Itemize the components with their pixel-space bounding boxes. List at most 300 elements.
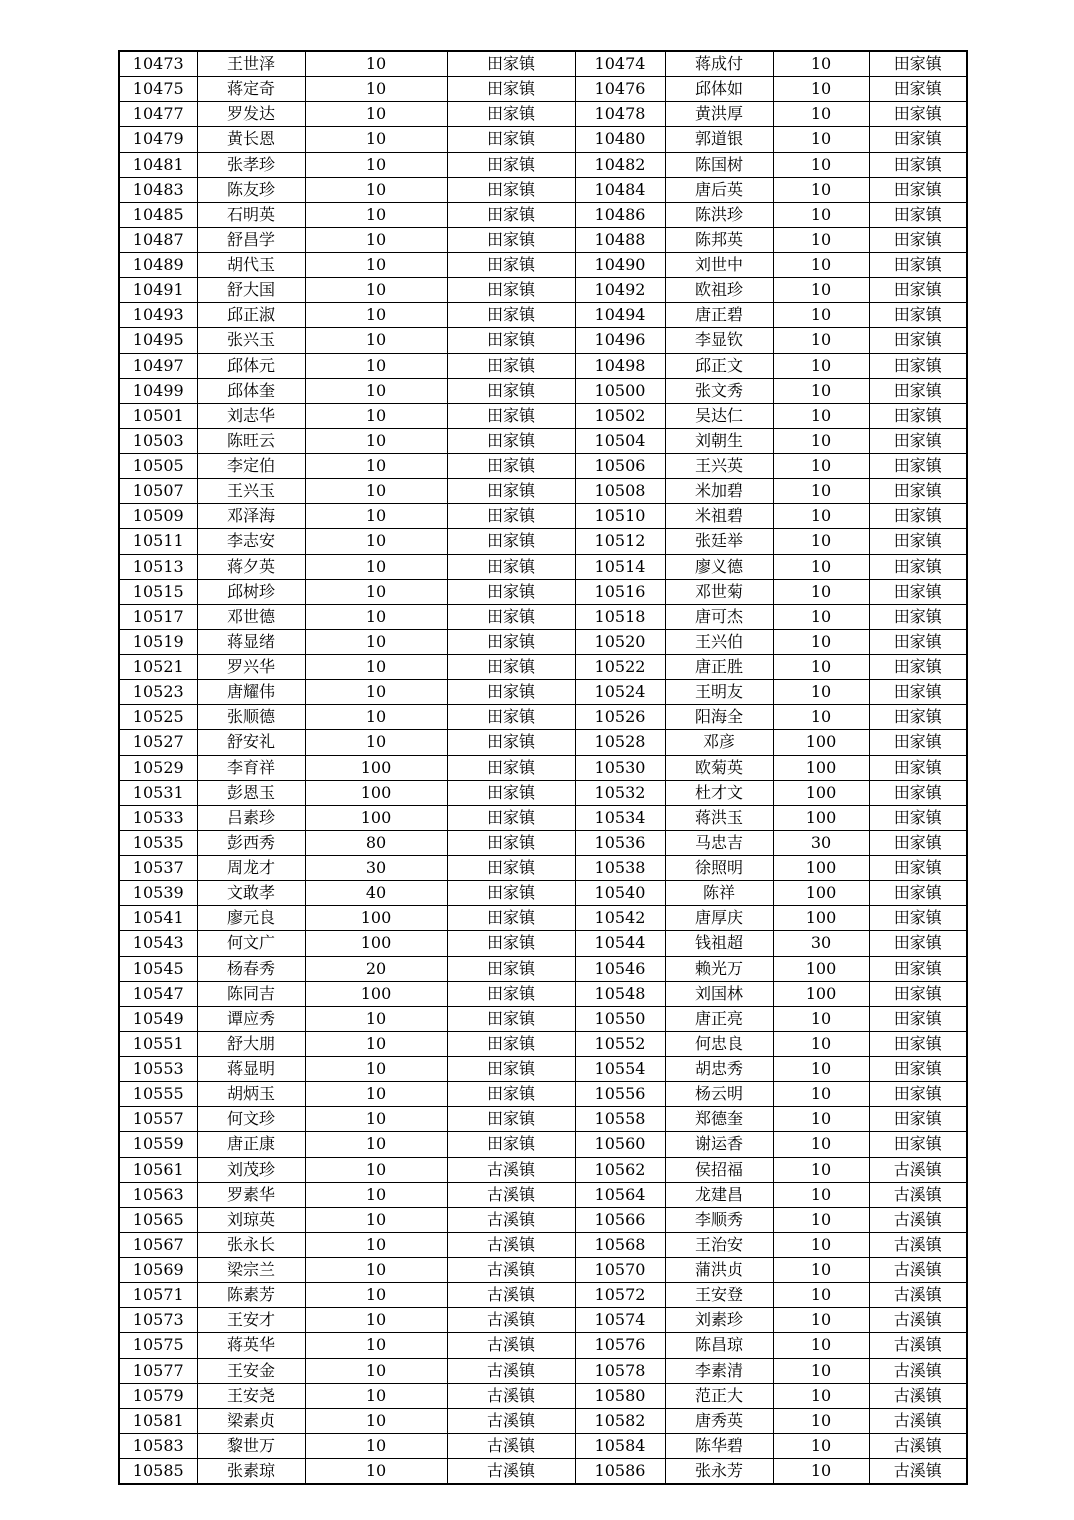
- left-town-cell: 古溪镇: [447, 1433, 575, 1458]
- left-town-cell: 古溪镇: [447, 1333, 575, 1358]
- left-name-cell: 王安才: [197, 1308, 305, 1333]
- right-name-cell: 王兴英: [665, 454, 773, 479]
- right-name-cell: 刘素珍: [665, 1308, 773, 1333]
- left-town-cell: 古溪镇: [447, 1157, 575, 1182]
- table-row: [119, 1258, 967, 1283]
- table-row: [119, 755, 967, 780]
- right-amount-cell: 10: [773, 177, 869, 202]
- left-name-cell: 邓泽海: [197, 504, 305, 529]
- right-town-cell: 田家镇: [869, 428, 967, 453]
- left-town-cell: 田家镇: [447, 1107, 575, 1132]
- right-town-cell: 田家镇: [869, 177, 967, 202]
- table-row: [119, 1082, 967, 1107]
- right-town-cell: 田家镇: [869, 856, 967, 881]
- table-row: [119, 1006, 967, 1031]
- left-town-cell: 田家镇: [447, 755, 575, 780]
- left-name-cell: 陈同吉: [197, 981, 305, 1006]
- right-id-cell: 10518: [575, 604, 665, 629]
- right-id-cell: 10570: [575, 1258, 665, 1283]
- table-row: [119, 202, 967, 227]
- left-id-cell: 10525: [119, 705, 197, 730]
- right-amount-cell: 10: [773, 1006, 869, 1031]
- right-name-cell: 欧祖珍: [665, 278, 773, 303]
- table-row: [119, 454, 967, 479]
- left-amount-cell: 10: [305, 1057, 447, 1082]
- right-id-cell: 10546: [575, 956, 665, 981]
- right-name-cell: 张廷举: [665, 529, 773, 554]
- left-id-cell: 10485: [119, 202, 197, 227]
- right-town-cell: 古溪镇: [869, 1207, 967, 1232]
- left-town-cell: 田家镇: [447, 328, 575, 353]
- right-name-cell: 何忠良: [665, 1031, 773, 1056]
- right-name-cell: 唐正亮: [665, 1006, 773, 1031]
- right-amount-cell: 10: [773, 51, 869, 77]
- right-town-cell: 古溪镇: [869, 1283, 967, 1308]
- right-amount-cell: 10: [773, 1258, 869, 1283]
- table-row: [119, 554, 967, 579]
- right-id-cell: 10486: [575, 202, 665, 227]
- right-town-cell: 田家镇: [869, 830, 967, 855]
- table-body: [119, 51, 967, 1484]
- left-amount-cell: 10: [305, 1308, 447, 1333]
- left-town-cell: 田家镇: [447, 730, 575, 755]
- left-name-cell: 陈旺云: [197, 428, 305, 453]
- right-amount-cell: 10: [773, 353, 869, 378]
- left-id-cell: 10569: [119, 1258, 197, 1283]
- left-town-cell: 田家镇: [447, 981, 575, 1006]
- left-name-cell: 邱树珍: [197, 579, 305, 604]
- left-amount-cell: 10: [305, 579, 447, 604]
- left-id-cell: 10529: [119, 755, 197, 780]
- left-town-cell: 田家镇: [447, 303, 575, 328]
- left-name-cell: 李志安: [197, 529, 305, 554]
- right-id-cell: 10528: [575, 730, 665, 755]
- left-name-cell: 舒大朋: [197, 1031, 305, 1056]
- left-amount-cell: 10: [305, 328, 447, 353]
- left-town-cell: 古溪镇: [447, 1207, 575, 1232]
- table-row: [119, 1107, 967, 1132]
- right-amount-cell: 100: [773, 881, 869, 906]
- table-row: [119, 1408, 967, 1433]
- right-name-cell: 杨云明: [665, 1082, 773, 1107]
- right-town-cell: 田家镇: [869, 253, 967, 278]
- left-id-cell: 10481: [119, 152, 197, 177]
- left-town-cell: 田家镇: [447, 931, 575, 956]
- right-name-cell: 李显钦: [665, 328, 773, 353]
- left-name-cell: 张素琼: [197, 1459, 305, 1485]
- left-town-cell: 田家镇: [447, 629, 575, 654]
- right-amount-cell: 10: [773, 1308, 869, 1333]
- left-id-cell: 10557: [119, 1107, 197, 1132]
- left-name-cell: 张顺德: [197, 705, 305, 730]
- left-name-cell: 谭应秀: [197, 1006, 305, 1031]
- left-name-cell: 陈友珍: [197, 177, 305, 202]
- right-id-cell: 10560: [575, 1132, 665, 1157]
- left-id-cell: 10543: [119, 931, 197, 956]
- left-name-cell: 何文珍: [197, 1107, 305, 1132]
- table-row: [119, 328, 967, 353]
- right-town-cell: 古溪镇: [869, 1408, 967, 1433]
- right-town-cell: 田家镇: [869, 77, 967, 102]
- right-id-cell: 10530: [575, 755, 665, 780]
- table-row: [119, 1132, 967, 1157]
- left-amount-cell: 10: [305, 705, 447, 730]
- right-town-cell: 田家镇: [869, 1006, 967, 1031]
- right-id-cell: 10498: [575, 353, 665, 378]
- table-row: [119, 1157, 967, 1182]
- left-town-cell: 古溪镇: [447, 1358, 575, 1383]
- left-amount-cell: 10: [305, 177, 447, 202]
- right-name-cell: 胡忠秀: [665, 1057, 773, 1082]
- right-amount-cell: 10: [773, 378, 869, 403]
- left-name-cell: 舒昌学: [197, 227, 305, 252]
- left-name-cell: 李定伯: [197, 454, 305, 479]
- left-town-cell: 古溪镇: [447, 1258, 575, 1283]
- left-amount-cell: 10: [305, 1232, 447, 1257]
- right-amount-cell: 10: [773, 705, 869, 730]
- right-id-cell: 10484: [575, 177, 665, 202]
- table-row: [119, 856, 967, 881]
- left-id-cell: 10533: [119, 805, 197, 830]
- right-town-cell: 古溪镇: [869, 1157, 967, 1182]
- left-amount-cell: 10: [305, 378, 447, 403]
- right-town-cell: 田家镇: [869, 1132, 967, 1157]
- left-name-cell: 杨春秀: [197, 956, 305, 981]
- right-name-cell: 范正大: [665, 1383, 773, 1408]
- left-name-cell: 唐正康: [197, 1132, 305, 1157]
- right-name-cell: 唐后英: [665, 177, 773, 202]
- right-id-cell: 10582: [575, 1408, 665, 1433]
- left-town-cell: 田家镇: [447, 1132, 575, 1157]
- left-amount-cell: 10: [305, 227, 447, 252]
- table-row: [119, 1031, 967, 1056]
- right-amount-cell: 10: [773, 554, 869, 579]
- right-name-cell: 杜才文: [665, 780, 773, 805]
- right-town-cell: 田家镇: [869, 755, 967, 780]
- left-name-cell: 张兴玉: [197, 328, 305, 353]
- table-row: [119, 227, 967, 252]
- left-town-cell: 田家镇: [447, 529, 575, 554]
- left-amount-cell: 10: [305, 1182, 447, 1207]
- right-name-cell: 邱体如: [665, 77, 773, 102]
- right-id-cell: 10508: [575, 479, 665, 504]
- right-town-cell: 田家镇: [869, 680, 967, 705]
- right-town-cell: 田家镇: [869, 931, 967, 956]
- left-id-cell: 10479: [119, 127, 197, 152]
- left-id-cell: 10575: [119, 1333, 197, 1358]
- right-amount-cell: 10: [773, 579, 869, 604]
- left-id-cell: 10573: [119, 1308, 197, 1333]
- left-amount-cell: 10: [305, 77, 447, 102]
- left-town-cell: 古溪镇: [447, 1283, 575, 1308]
- right-town-cell: 田家镇: [869, 579, 967, 604]
- left-amount-cell: 100: [305, 755, 447, 780]
- left-name-cell: 邱正淑: [197, 303, 305, 328]
- right-town-cell: 田家镇: [869, 1031, 967, 1056]
- table-row: [119, 152, 967, 177]
- left-amount-cell: 10: [305, 403, 447, 428]
- left-amount-cell: 10: [305, 1433, 447, 1458]
- right-name-cell: 欧菊英: [665, 755, 773, 780]
- right-town-cell: 田家镇: [869, 378, 967, 403]
- left-name-cell: 梁素贞: [197, 1408, 305, 1433]
- left-id-cell: 10509: [119, 504, 197, 529]
- left-id-cell: 10523: [119, 680, 197, 705]
- table-row: [119, 1459, 967, 1485]
- right-name-cell: 陈国树: [665, 152, 773, 177]
- left-id-cell: 10563: [119, 1182, 197, 1207]
- left-amount-cell: 100: [305, 805, 447, 830]
- left-id-cell: 10547: [119, 981, 197, 1006]
- table-row: [119, 604, 967, 629]
- table-row: [119, 881, 967, 906]
- right-id-cell: 10522: [575, 655, 665, 680]
- left-amount-cell: 10: [305, 1031, 447, 1056]
- left-id-cell: 10537: [119, 856, 197, 881]
- left-name-cell: 王兴玉: [197, 479, 305, 504]
- right-id-cell: 10500: [575, 378, 665, 403]
- left-town-cell: 田家镇: [447, 428, 575, 453]
- table-row: [119, 1207, 967, 1232]
- right-id-cell: 10536: [575, 830, 665, 855]
- right-town-cell: 田家镇: [869, 805, 967, 830]
- right-amount-cell: 10: [773, 1408, 869, 1433]
- left-id-cell: 10579: [119, 1383, 197, 1408]
- left-town-cell: 田家镇: [447, 403, 575, 428]
- right-town-cell: 田家镇: [869, 780, 967, 805]
- left-id-cell: 10489: [119, 253, 197, 278]
- right-amount-cell: 10: [773, 253, 869, 278]
- right-town-cell: 田家镇: [869, 554, 967, 579]
- right-id-cell: 10532: [575, 780, 665, 805]
- left-town-cell: 田家镇: [447, 881, 575, 906]
- left-town-cell: 田家镇: [447, 353, 575, 378]
- left-town-cell: 田家镇: [447, 227, 575, 252]
- right-town-cell: 田家镇: [869, 705, 967, 730]
- right-amount-cell: 30: [773, 830, 869, 855]
- right-amount-cell: 10: [773, 1107, 869, 1132]
- left-id-cell: 10503: [119, 428, 197, 453]
- left-town-cell: 田家镇: [447, 1082, 575, 1107]
- left-id-cell: 10559: [119, 1132, 197, 1157]
- left-amount-cell: 10: [305, 1107, 447, 1132]
- right-amount-cell: 10: [773, 1358, 869, 1383]
- right-amount-cell: 30: [773, 931, 869, 956]
- table-row: [119, 1232, 967, 1257]
- right-town-cell: 田家镇: [869, 403, 967, 428]
- left-town-cell: 田家镇: [447, 102, 575, 127]
- right-town-cell: 古溪镇: [869, 1433, 967, 1458]
- right-name-cell: 唐秀英: [665, 1408, 773, 1433]
- right-town-cell: 古溪镇: [869, 1258, 967, 1283]
- left-amount-cell: 10: [305, 655, 447, 680]
- right-name-cell: 米祖碧: [665, 504, 773, 529]
- right-name-cell: 郭道银: [665, 127, 773, 152]
- left-town-cell: 田家镇: [447, 152, 575, 177]
- right-town-cell: 田家镇: [869, 629, 967, 654]
- table-row: [119, 705, 967, 730]
- left-amount-cell: 10: [305, 428, 447, 453]
- left-amount-cell: 10: [305, 127, 447, 152]
- right-id-cell: 10502: [575, 403, 665, 428]
- left-amount-cell: 10: [305, 152, 447, 177]
- right-town-cell: 田家镇: [869, 1082, 967, 1107]
- right-amount-cell: 10: [773, 202, 869, 227]
- right-id-cell: 10476: [575, 77, 665, 102]
- left-town-cell: 田家镇: [447, 127, 575, 152]
- left-id-cell: 10493: [119, 303, 197, 328]
- left-id-cell: 10491: [119, 278, 197, 303]
- left-amount-cell: 10: [305, 730, 447, 755]
- right-name-cell: 王明友: [665, 680, 773, 705]
- right-name-cell: 陈邦英: [665, 227, 773, 252]
- left-amount-cell: 10: [305, 554, 447, 579]
- table-row: [119, 428, 967, 453]
- left-amount-cell: 10: [305, 1207, 447, 1232]
- right-id-cell: 10520: [575, 629, 665, 654]
- right-name-cell: 陈华碧: [665, 1433, 773, 1458]
- left-town-cell: 田家镇: [447, 906, 575, 931]
- left-name-cell: 罗素华: [197, 1182, 305, 1207]
- left-id-cell: 10475: [119, 77, 197, 102]
- left-amount-cell: 10: [305, 278, 447, 303]
- left-town-cell: 田家镇: [447, 604, 575, 629]
- left-amount-cell: 10: [305, 253, 447, 278]
- left-id-cell: 10527: [119, 730, 197, 755]
- right-id-cell: 10490: [575, 253, 665, 278]
- right-name-cell: 张永芳: [665, 1459, 773, 1485]
- right-town-cell: 田家镇: [869, 529, 967, 554]
- table-row: [119, 1333, 967, 1358]
- left-amount-cell: 10: [305, 479, 447, 504]
- left-town-cell: 田家镇: [447, 956, 575, 981]
- left-id-cell: 10541: [119, 906, 197, 931]
- right-name-cell: 邓世菊: [665, 579, 773, 604]
- left-name-cell: 刘琼英: [197, 1207, 305, 1232]
- table-row: [119, 680, 967, 705]
- right-town-cell: 田家镇: [869, 278, 967, 303]
- left-name-cell: 王安金: [197, 1358, 305, 1383]
- left-town-cell: 田家镇: [447, 680, 575, 705]
- left-name-cell: 罗兴华: [197, 655, 305, 680]
- right-amount-cell: 10: [773, 403, 869, 428]
- right-id-cell: 10576: [575, 1333, 665, 1358]
- left-name-cell: 张永长: [197, 1232, 305, 1257]
- right-name-cell: 蒋成付: [665, 51, 773, 77]
- left-name-cell: 李育祥: [197, 755, 305, 780]
- right-name-cell: 陈洪珍: [665, 202, 773, 227]
- right-amount-cell: 10: [773, 1333, 869, 1358]
- right-name-cell: 龙建昌: [665, 1182, 773, 1207]
- left-amount-cell: 10: [305, 1283, 447, 1308]
- right-id-cell: 10504: [575, 428, 665, 453]
- right-id-cell: 10556: [575, 1082, 665, 1107]
- right-id-cell: 10584: [575, 1433, 665, 1458]
- left-id-cell: 10515: [119, 579, 197, 604]
- right-town-cell: 田家镇: [869, 1107, 967, 1132]
- right-id-cell: 10526: [575, 705, 665, 730]
- right-amount-cell: 10: [773, 1232, 869, 1257]
- right-id-cell: 10492: [575, 278, 665, 303]
- right-amount-cell: 10: [773, 303, 869, 328]
- left-amount-cell: 10: [305, 604, 447, 629]
- right-name-cell: 唐可杰: [665, 604, 773, 629]
- roster-table: [118, 50, 968, 1485]
- right-name-cell: 王兴伯: [665, 629, 773, 654]
- table-row: [119, 1358, 967, 1383]
- left-name-cell: 彭西秀: [197, 830, 305, 855]
- right-id-cell: 10578: [575, 1358, 665, 1383]
- right-id-cell: 10506: [575, 454, 665, 479]
- right-town-cell: 古溪镇: [869, 1308, 967, 1333]
- left-name-cell: 胡代玉: [197, 253, 305, 278]
- left-id-cell: 10497: [119, 353, 197, 378]
- right-name-cell: 马忠吉: [665, 830, 773, 855]
- right-town-cell: 田家镇: [869, 881, 967, 906]
- right-name-cell: 谢运香: [665, 1132, 773, 1157]
- table-row: [119, 805, 967, 830]
- right-id-cell: 10496: [575, 328, 665, 353]
- right-town-cell: 田家镇: [869, 328, 967, 353]
- right-amount-cell: 10: [773, 227, 869, 252]
- left-name-cell: 唐耀伟: [197, 680, 305, 705]
- left-name-cell: 梁宗兰: [197, 1258, 305, 1283]
- left-town-cell: 田家镇: [447, 177, 575, 202]
- right-amount-cell: 100: [773, 730, 869, 755]
- right-amount-cell: 10: [773, 504, 869, 529]
- left-town-cell: 古溪镇: [447, 1408, 575, 1433]
- right-id-cell: 10510: [575, 504, 665, 529]
- left-town-cell: 田家镇: [447, 579, 575, 604]
- right-name-cell: 蒋洪玉: [665, 805, 773, 830]
- left-name-cell: 胡炳玉: [197, 1082, 305, 1107]
- left-id-cell: 10521: [119, 655, 197, 680]
- left-amount-cell: 100: [305, 931, 447, 956]
- table-row: [119, 1182, 967, 1207]
- right-name-cell: 郑德奎: [665, 1107, 773, 1132]
- left-town-cell: 田家镇: [447, 1057, 575, 1082]
- left-town-cell: 田家镇: [447, 253, 575, 278]
- right-town-cell: 田家镇: [869, 604, 967, 629]
- left-id-cell: 10583: [119, 1433, 197, 1458]
- right-amount-cell: 10: [773, 1207, 869, 1232]
- right-id-cell: 10538: [575, 856, 665, 881]
- right-id-cell: 10514: [575, 554, 665, 579]
- left-amount-cell: 100: [305, 981, 447, 1006]
- left-name-cell: 王世泽: [197, 51, 305, 77]
- table-row: [119, 1433, 967, 1458]
- right-id-cell: 10488: [575, 227, 665, 252]
- right-amount-cell: 10: [773, 1082, 869, 1107]
- left-amount-cell: 10: [305, 1006, 447, 1031]
- right-name-cell: 阳海全: [665, 705, 773, 730]
- left-town-cell: 田家镇: [447, 51, 575, 77]
- table-row: [119, 77, 967, 102]
- right-amount-cell: 10: [773, 328, 869, 353]
- right-name-cell: 陈昌琼: [665, 1333, 773, 1358]
- right-id-cell: 10552: [575, 1031, 665, 1056]
- left-amount-cell: 10: [305, 1358, 447, 1383]
- left-id-cell: 10567: [119, 1232, 197, 1257]
- left-id-cell: 10517: [119, 604, 197, 629]
- left-amount-cell: 30: [305, 856, 447, 881]
- right-name-cell: 李素清: [665, 1358, 773, 1383]
- right-id-cell: 10558: [575, 1107, 665, 1132]
- right-id-cell: 10580: [575, 1383, 665, 1408]
- left-id-cell: 10585: [119, 1459, 197, 1485]
- left-name-cell: 刘志华: [197, 403, 305, 428]
- right-town-cell: 古溪镇: [869, 1383, 967, 1408]
